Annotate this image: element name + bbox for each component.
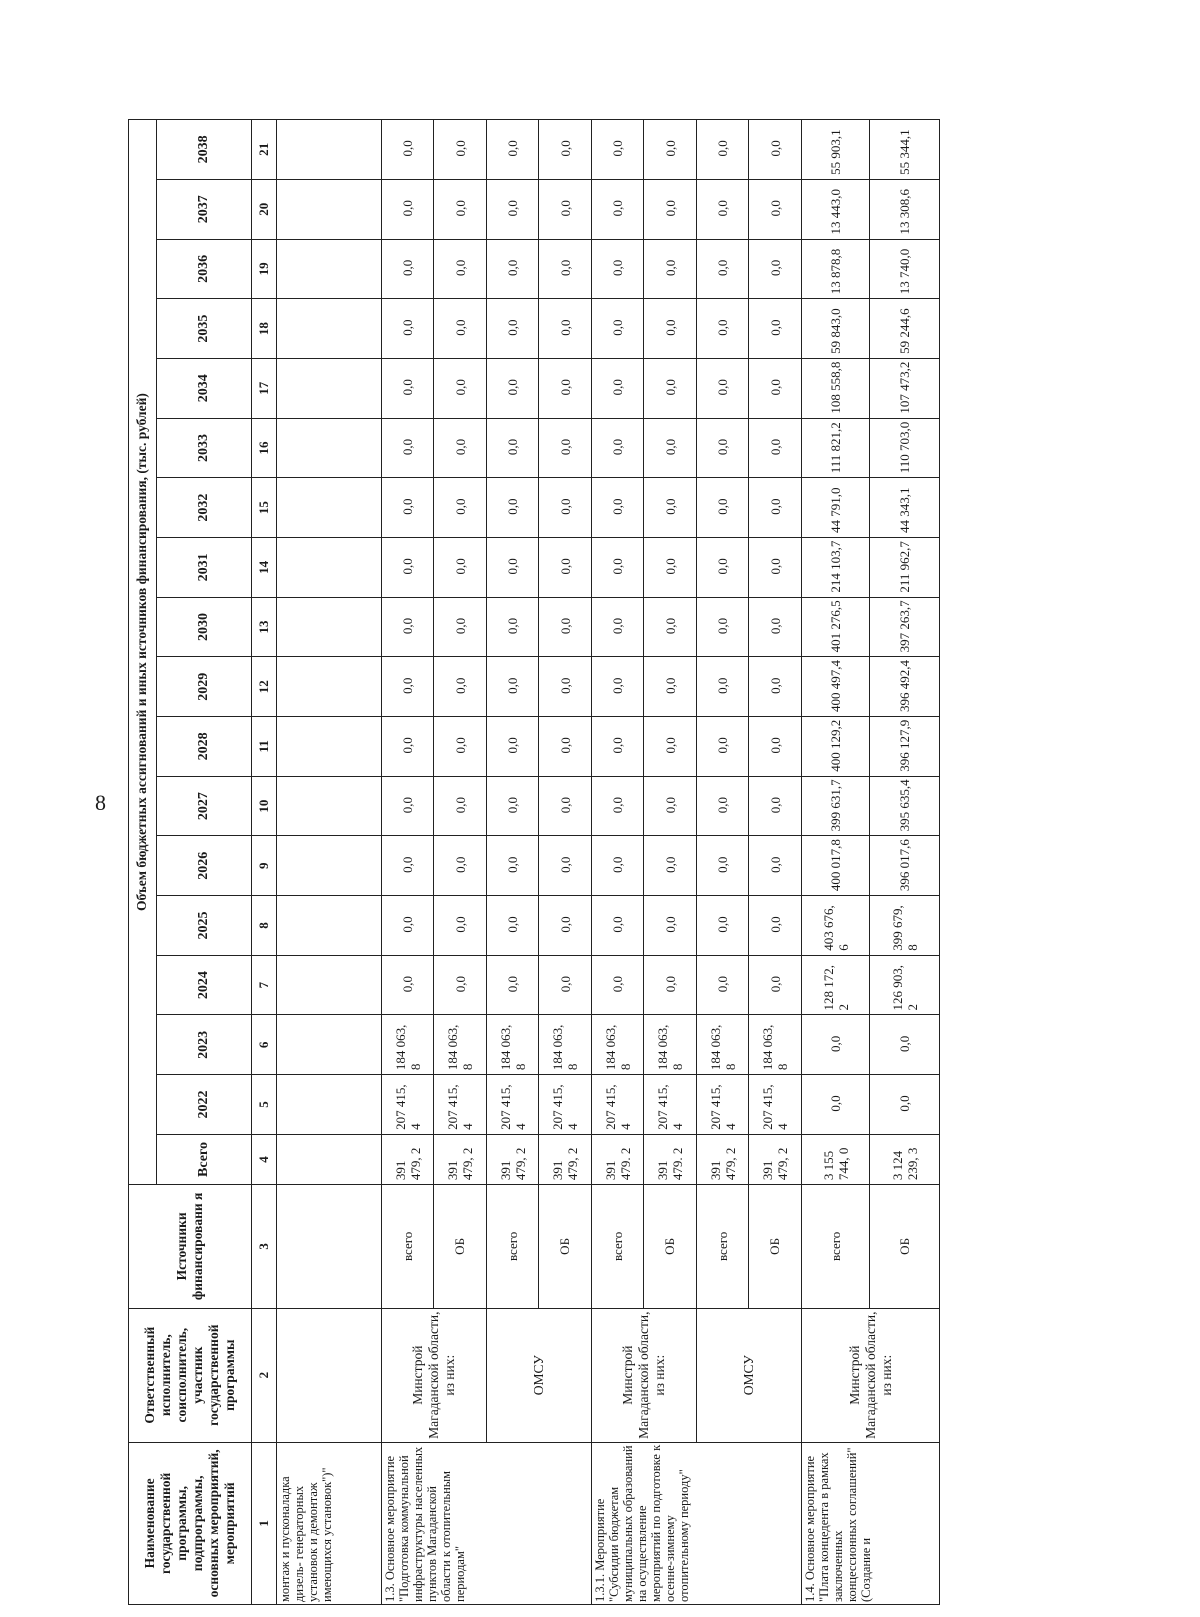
value-cell: 207 415, 4 (592, 1075, 644, 1135)
column-number: 12 (252, 657, 277, 717)
value-cell: 44 343,1 (870, 478, 940, 538)
value-cell: 0,0 (434, 717, 487, 777)
value-cell: 0,0 (644, 120, 697, 180)
header-year-2027: 2027 (156, 776, 251, 836)
value-cell: 399 679, 8 (870, 896, 940, 956)
value-cell: 0,0 (382, 776, 434, 836)
value-cell: 0,0 (539, 896, 592, 956)
header-year-2033: 2033 (156, 418, 251, 478)
value-cell: 0,0 (592, 657, 644, 717)
value-cell: 391 479, 2 (749, 1134, 802, 1184)
funding-source: ОБ (749, 1185, 802, 1309)
section-name: монтаж и пусконаладка дизель- генераторных установок и демонтаж имеющихся установок")" (277, 1442, 382, 1604)
value-cell: 0,0 (802, 1075, 870, 1135)
value-cell: 0,0 (382, 179, 434, 239)
table-row (487, 120, 539, 1605)
value-cell: 396 492,4 (870, 657, 940, 717)
value-cell: 0,0 (697, 896, 749, 956)
value-cell: 0,0 (697, 657, 749, 717)
value-cell: 0,0 (644, 418, 697, 478)
value-cell: 207 415, 4 (382, 1075, 434, 1135)
value-cell: 0,0 (749, 299, 802, 359)
value-cell: 110 703,0 (870, 418, 940, 478)
value-cell: 0,0 (870, 1015, 940, 1075)
empty-cell (277, 1134, 382, 1184)
value-cell: 0,0 (382, 358, 434, 418)
header-year-2028: 2028 (156, 717, 251, 777)
value-cell: 396 127,9 (870, 717, 940, 777)
value-cell: 0,0 (749, 597, 802, 657)
value-cell: 0,0 (487, 657, 539, 717)
value-cell: 0,0 (487, 717, 539, 777)
empty-cell (277, 657, 382, 717)
value-cell: 0,0 (749, 418, 802, 478)
value-cell: 0,0 (644, 896, 697, 956)
header-year-2023: 2023 (156, 1015, 251, 1075)
value-cell: 0,0 (592, 717, 644, 777)
value-cell: 126 903, 2 (870, 955, 940, 1015)
column-number: 7 (252, 955, 277, 1015)
value-cell: 55 903,1 (802, 120, 870, 180)
column-number: 6 (252, 1015, 277, 1075)
value-cell: 13 740,0 (870, 239, 940, 299)
funding-source: ОБ (539, 1185, 592, 1309)
value-cell: 0,0 (539, 299, 592, 359)
value-cell: 0,0 (644, 597, 697, 657)
value-cell: 0,0 (434, 597, 487, 657)
rotated-table-container (128, 119, 1008, 1605)
column-number: 10 (252, 776, 277, 836)
value-cell: 207 415, 4 (644, 1075, 697, 1135)
responsible-executor: Минстрой Магаданской области, из них: (802, 1308, 940, 1442)
value-cell: 0,0 (382, 896, 434, 956)
value-cell: 0,0 (434, 896, 487, 956)
value-cell: 0,0 (592, 776, 644, 836)
value-cell: 0,0 (697, 239, 749, 299)
column-number: 18 (252, 299, 277, 359)
value-cell: 0,0 (382, 955, 434, 1015)
value-cell: 0,0 (382, 717, 434, 777)
value-cell: 0,0 (434, 120, 487, 180)
value-cell: 0,0 (749, 955, 802, 1015)
value-cell: 0,0 (644, 239, 697, 299)
value-cell: 0,0 (592, 179, 644, 239)
value-cell: 0,0 (539, 836, 592, 896)
value-cell: 0,0 (697, 836, 749, 896)
column-number: 17 (252, 358, 277, 418)
column-number: 19 (252, 239, 277, 299)
value-cell: 391 479, 2 (382, 1134, 434, 1184)
empty-cell (277, 179, 382, 239)
value-cell: 0,0 (434, 657, 487, 717)
header-responsible: Ответственный исполнитель, соисполнитель, участник государственной программы (129, 1308, 252, 1442)
value-cell: 111 821,2 (802, 418, 870, 478)
section-name: 1.4. Основное мероприятие "Плата концедента в рамках заключенных концессионных соглашений" (Создание и (802, 1442, 940, 1604)
empty-cell (277, 955, 382, 1015)
value-cell: 3 124 239, 3 (870, 1134, 940, 1184)
empty-cell (277, 299, 382, 359)
value-cell: 0,0 (592, 896, 644, 956)
value-cell: 13 308,6 (870, 179, 940, 239)
value-cell: 0,0 (749, 358, 802, 418)
value-cell: 400 497,4 (802, 657, 870, 717)
value-cell: 391 479, 2 (434, 1134, 487, 1184)
value-cell: 184 063, 8 (749, 1015, 802, 1075)
funding-source: всего (592, 1185, 644, 1309)
value-cell: 0,0 (644, 478, 697, 538)
funding-source: всего (487, 1185, 539, 1309)
value-cell: 128 172, 2 (802, 955, 870, 1015)
value-cell: 0,0 (487, 179, 539, 239)
funding-source: ОБ (644, 1185, 697, 1309)
empty-cell (277, 120, 382, 180)
value-cell: 211 962,7 (870, 537, 940, 597)
funding-source: всего (802, 1185, 870, 1309)
header-volume: Объем бюджетных ассигнований и иных источников финансирования, (тыс. рублей) (129, 120, 157, 1185)
value-cell: 0,0 (592, 418, 644, 478)
header-year-2032: 2032 (156, 478, 251, 538)
column-number: 9 (252, 836, 277, 896)
value-cell: 0,0 (749, 537, 802, 597)
funding-source: ОБ (434, 1185, 487, 1309)
column-number: 8 (252, 896, 277, 956)
value-cell: 0,0 (487, 120, 539, 180)
value-cell: 0,0 (592, 955, 644, 1015)
value-cell: 3 155 744, 0 (802, 1134, 870, 1184)
value-cell: 0,0 (487, 896, 539, 956)
empty-cell (277, 836, 382, 896)
value-cell: 0,0 (749, 836, 802, 896)
value-cell: 0,0 (749, 717, 802, 777)
value-cell: 0,0 (487, 299, 539, 359)
value-cell: 0,0 (382, 418, 434, 478)
column-number: 21 (252, 120, 277, 180)
value-cell: 13 878,8 (802, 239, 870, 299)
value-cell: 0,0 (592, 478, 644, 538)
empty-cell (277, 418, 382, 478)
table-row (382, 120, 434, 1605)
value-cell: 0,0 (434, 358, 487, 418)
value-cell: 107 473,2 (870, 358, 940, 418)
value-cell: 0,0 (644, 776, 697, 836)
value-cell: 391 479. 2 (592, 1134, 644, 1184)
header-year-2025: 2025 (156, 896, 251, 956)
empty-cell (277, 896, 382, 956)
value-cell: 55 344,1 (870, 120, 940, 180)
funding-source: всего (697, 1185, 749, 1309)
column-number: 3 (252, 1185, 277, 1309)
value-cell: 184 063, 8 (539, 1015, 592, 1075)
value-cell: 0,0 (697, 478, 749, 538)
value-cell: 0,0 (487, 776, 539, 836)
funding-source: всего (382, 1185, 434, 1309)
responsible-executor: ОМСУ (697, 1308, 802, 1442)
page-number: 8 (95, 790, 106, 815)
value-cell: 391 479, 2 (697, 1134, 749, 1184)
empty-cell (277, 717, 382, 777)
value-cell: 207 415, 4 (434, 1075, 487, 1135)
table-row (277, 120, 382, 1605)
value-cell: 0,0 (434, 537, 487, 597)
header-total: Всего (156, 1134, 251, 1184)
header-source: Источники финансировани я (129, 1185, 252, 1309)
value-cell: 0,0 (487, 955, 539, 1015)
empty-cell (277, 1308, 382, 1442)
value-cell: 0,0 (382, 657, 434, 717)
header-year-2029: 2029 (156, 657, 251, 717)
value-cell: 0,0 (539, 776, 592, 836)
value-cell: 0,0 (539, 239, 592, 299)
value-cell: 184 063, 8 (697, 1015, 749, 1075)
value-cell: 0,0 (434, 418, 487, 478)
value-cell: 0,0 (644, 955, 697, 1015)
value-cell: 0,0 (749, 179, 802, 239)
value-cell: 0,0 (487, 537, 539, 597)
empty-cell (277, 1075, 382, 1135)
value-cell: 391 479. 2 (644, 1134, 697, 1184)
value-cell: 0,0 (434, 179, 487, 239)
value-cell: 0,0 (382, 836, 434, 896)
value-cell: 0,0 (749, 776, 802, 836)
value-cell: 0,0 (487, 418, 539, 478)
value-cell: 0,0 (382, 537, 434, 597)
column-number: 1 (252, 1442, 277, 1604)
value-cell: 0,0 (644, 358, 697, 418)
header-year-2038: 2038 (156, 120, 251, 180)
value-cell: 0,0 (697, 358, 749, 418)
value-cell: 0,0 (539, 120, 592, 180)
value-cell: 401 276,5 (802, 597, 870, 657)
responsible-executor: Минстрой Магаданской области, из них: (592, 1308, 697, 1442)
value-cell: 207 415, 4 (487, 1075, 539, 1135)
value-cell: 184 063, 8 (382, 1015, 434, 1075)
value-cell: 0,0 (434, 478, 487, 538)
header-year-2034: 2034 (156, 358, 251, 418)
value-cell: 0,0 (592, 239, 644, 299)
value-cell: 399 631,7 (802, 776, 870, 836)
value-cell: 13 443,0 (802, 179, 870, 239)
value-cell: 0,0 (749, 896, 802, 956)
value-cell: 0,0 (539, 657, 592, 717)
value-cell: 0,0 (487, 478, 539, 538)
section-name: 1.3. Основное мероприятие "Подготовка коммунальной инфраструктуры населенных пунктов Магаданской области к отопительным периодам" (382, 1442, 592, 1604)
empty-cell (277, 1185, 382, 1309)
header-year-2037: 2037 (156, 179, 251, 239)
table-row (592, 120, 644, 1605)
value-cell: 0,0 (382, 478, 434, 538)
value-cell: 391 479, 2 (487, 1134, 539, 1184)
value-cell: 184 063, 8 (644, 1015, 697, 1075)
value-cell: 184 063, 8 (487, 1015, 539, 1075)
value-cell: 0,0 (644, 179, 697, 239)
value-cell: 0,0 (487, 836, 539, 896)
value-cell: 0,0 (382, 239, 434, 299)
header-year-2024: 2024 (156, 955, 251, 1015)
value-cell: 0,0 (434, 299, 487, 359)
column-number: 11 (252, 717, 277, 777)
value-cell: 0,0 (382, 299, 434, 359)
value-cell: 0,0 (487, 597, 539, 657)
empty-cell (277, 597, 382, 657)
table-row (697, 120, 749, 1605)
empty-cell (277, 478, 382, 538)
value-cell: 0,0 (749, 239, 802, 299)
column-number: 14 (252, 537, 277, 597)
financing-table (128, 119, 940, 1605)
column-number: 5 (252, 1075, 277, 1135)
value-cell: 0,0 (644, 299, 697, 359)
value-cell: 0,0 (434, 836, 487, 896)
value-cell: 400 129,2 (802, 717, 870, 777)
header-name: Наименование государственной программы, подпрограммы, основных мероприятий, мероприятий (129, 1442, 252, 1604)
value-cell: 0,0 (539, 179, 592, 239)
value-cell: 0,0 (592, 358, 644, 418)
value-cell: 0,0 (697, 299, 749, 359)
value-cell: 0,0 (697, 418, 749, 478)
value-cell: 0,0 (487, 239, 539, 299)
value-cell: 0,0 (382, 120, 434, 180)
value-cell: 184 063, 8 (434, 1015, 487, 1075)
value-cell: 391 479, 2 (539, 1134, 592, 1184)
value-cell: 0,0 (539, 955, 592, 1015)
value-cell: 0,0 (539, 717, 592, 777)
value-cell: 0,0 (697, 717, 749, 777)
value-cell: 0,0 (697, 537, 749, 597)
value-cell: 0,0 (697, 597, 749, 657)
column-number: 20 (252, 179, 277, 239)
value-cell: 0,0 (749, 120, 802, 180)
value-cell: 0,0 (592, 597, 644, 657)
header-year-2036: 2036 (156, 239, 251, 299)
value-cell: 0,0 (539, 478, 592, 538)
value-cell: 0,0 (697, 179, 749, 239)
value-cell: 108 558,8 (802, 358, 870, 418)
column-number: 16 (252, 418, 277, 478)
value-cell: 0,0 (697, 955, 749, 1015)
header-year-2022: 2022 (156, 1075, 251, 1135)
empty-cell (277, 239, 382, 299)
value-cell: 396 017,6 (870, 836, 940, 896)
value-cell: 0,0 (592, 299, 644, 359)
table-row (802, 120, 870, 1605)
value-cell: 0,0 (539, 537, 592, 597)
header-year-2030: 2030 (156, 597, 251, 657)
value-cell: 0,0 (870, 1075, 940, 1135)
value-cell: 0,0 (539, 597, 592, 657)
value-cell: 0,0 (539, 418, 592, 478)
value-cell: 0,0 (644, 836, 697, 896)
value-cell: 0,0 (644, 657, 697, 717)
header-year-2035: 2035 (156, 299, 251, 359)
value-cell: 0,0 (592, 537, 644, 597)
column-number: 15 (252, 478, 277, 538)
value-cell: 184 063, 8 (592, 1015, 644, 1075)
empty-cell (277, 358, 382, 418)
value-cell: 59 244,6 (870, 299, 940, 359)
value-cell: 207 415, 4 (749, 1075, 802, 1135)
value-cell: 59 843,0 (802, 299, 870, 359)
value-cell: 395 635,4 (870, 776, 940, 836)
value-cell: 207 415, 4 (697, 1075, 749, 1135)
column-number: 4 (252, 1134, 277, 1184)
value-cell: 214 103,7 (802, 537, 870, 597)
value-cell: 0,0 (592, 120, 644, 180)
value-cell: 0,0 (802, 1015, 870, 1075)
value-cell: 0,0 (592, 836, 644, 896)
value-cell: 397 263,7 (870, 597, 940, 657)
column-number: 13 (252, 597, 277, 657)
empty-cell (277, 776, 382, 836)
column-number: 2 (252, 1308, 277, 1442)
value-cell: 207 415, 4 (539, 1075, 592, 1135)
responsible-executor: ОМСУ (487, 1308, 592, 1442)
value-cell: 403 676, 6 (802, 896, 870, 956)
value-cell: 0,0 (539, 358, 592, 418)
header-year-2026: 2026 (156, 836, 251, 896)
value-cell: 0,0 (644, 537, 697, 597)
value-cell: 0,0 (697, 776, 749, 836)
header-year-2031: 2031 (156, 537, 251, 597)
value-cell: 0,0 (749, 657, 802, 717)
value-cell: 0,0 (644, 717, 697, 777)
value-cell: 0,0 (487, 358, 539, 418)
value-cell: 0,0 (749, 478, 802, 538)
value-cell: 0,0 (434, 776, 487, 836)
value-cell: 0,0 (697, 120, 749, 180)
value-cell: 0,0 (434, 239, 487, 299)
section-name: 1.3.1. Мероприятие "Субсидии бюджетам муниципальных образований на осуществление мероприятий по подготовке к осенне-зимнему отопительному периоду" (592, 1442, 802, 1604)
empty-cell (277, 1015, 382, 1075)
value-cell: 0,0 (382, 597, 434, 657)
value-cell: 400 017,8 (802, 836, 870, 896)
responsible-executor: Минстрой Магаданской области, из них: (382, 1308, 487, 1442)
funding-source: ОБ (870, 1185, 940, 1309)
value-cell: 44 791,0 (802, 478, 870, 538)
empty-cell (277, 537, 382, 597)
value-cell: 0,0 (434, 955, 487, 1015)
